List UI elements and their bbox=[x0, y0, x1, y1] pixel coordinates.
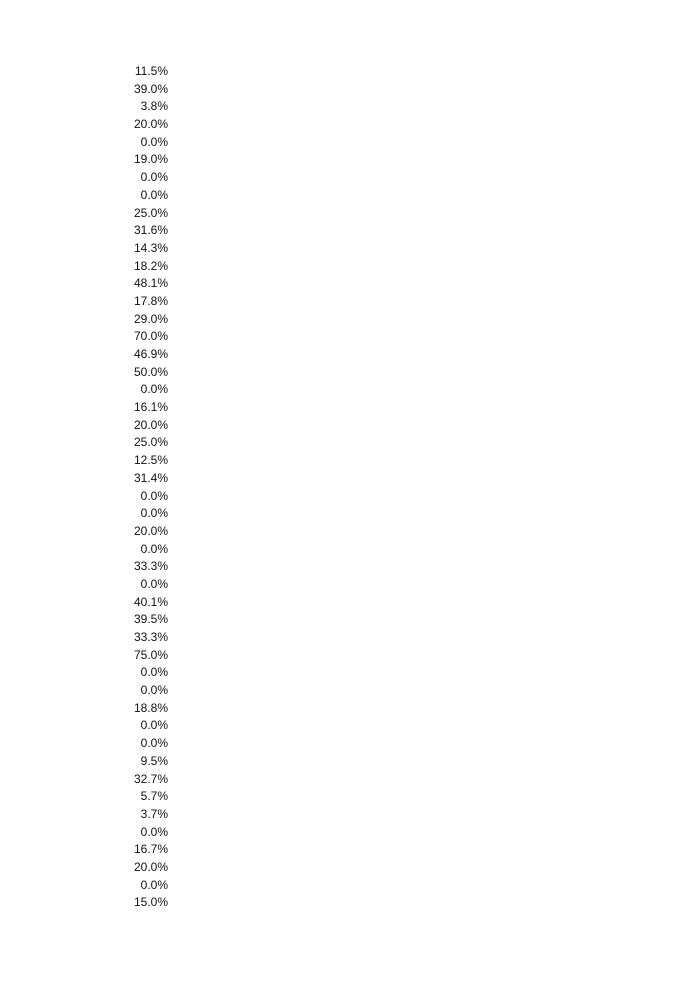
percentage-cell: 25.0% bbox=[133, 205, 168, 220]
percentage-cell: 46.9% bbox=[133, 347, 168, 361]
percentage-cell: 75.0% bbox=[133, 647, 168, 662]
percentage-cell: 33.3% bbox=[133, 630, 168, 644]
percentage-cell: 25.0% bbox=[133, 435, 168, 450]
percentage-cell: 0.0% bbox=[140, 877, 168, 892]
percentage-cell: 0.0% bbox=[140, 134, 168, 149]
percentage-cell: 14.3% bbox=[133, 240, 168, 255]
percentage-cell: 20.0% bbox=[133, 523, 168, 538]
percentage-cell: 32.7% bbox=[133, 771, 168, 786]
percentage-cell: 20.0% bbox=[133, 859, 168, 874]
percentage-cell: 16.7% bbox=[133, 842, 168, 857]
percentage-cell: 11.5% bbox=[134, 64, 168, 78]
percentage-cell: 0.0% bbox=[140, 736, 168, 751]
percentage-cell: 19.0% bbox=[133, 152, 168, 167]
percentage-cell: 0.0% bbox=[140, 187, 168, 202]
percentage-column bbox=[118, 63, 168, 912]
percentage-cell: 31.6% bbox=[133, 223, 168, 238]
percentage-cell: 5.7% bbox=[140, 789, 168, 804]
percentage-cell: 0.0% bbox=[140, 576, 168, 591]
percentage-cell: 12.5% bbox=[133, 453, 168, 468]
percentage-cell: 16.1% bbox=[133, 400, 168, 415]
percentage-cell: 33.3% bbox=[133, 559, 168, 574]
percentage-cell: 39.0% bbox=[133, 81, 168, 96]
percentage-cell: 0.0% bbox=[140, 683, 168, 698]
percentage-cell: 18.2% bbox=[133, 258, 168, 273]
percentage-cell: 40.1% bbox=[133, 594, 168, 609]
percentage-cell: 0.0% bbox=[140, 170, 168, 185]
percentage-cell: 48.1% bbox=[133, 276, 168, 291]
percentage-cell: 50.0% bbox=[133, 364, 168, 379]
percentage-cell: 20.0% bbox=[133, 117, 168, 132]
percentage-cell: 0.0% bbox=[140, 506, 168, 521]
percentage-cell: 0.0% bbox=[140, 665, 168, 680]
percentage-cell: 0.0% bbox=[140, 824, 168, 839]
percentage-cell: 31.4% bbox=[133, 470, 168, 485]
percentage-cell: 3.7% bbox=[140, 806, 168, 821]
percentage-cell: 29.0% bbox=[133, 311, 168, 326]
percentage-cell: 20.0% bbox=[133, 417, 168, 432]
percentage-cell: 0.0% bbox=[140, 541, 168, 556]
percentage-cell: 0.0% bbox=[140, 718, 168, 733]
percentage-cell: 39.5% bbox=[133, 612, 168, 627]
percentage-cell: 70.0% bbox=[133, 329, 168, 344]
percentage-cell: 15.0% bbox=[133, 895, 168, 910]
percentage-cell: 0.0% bbox=[140, 382, 168, 397]
percentage-cell: 9.5% bbox=[140, 753, 168, 768]
percentage-cell: 3.8% bbox=[140, 99, 168, 114]
percentage-cell: 0.0% bbox=[140, 488, 168, 503]
percentage-cell: 17.8% bbox=[133, 293, 168, 308]
percentage-cell: 18.8% bbox=[133, 700, 168, 715]
